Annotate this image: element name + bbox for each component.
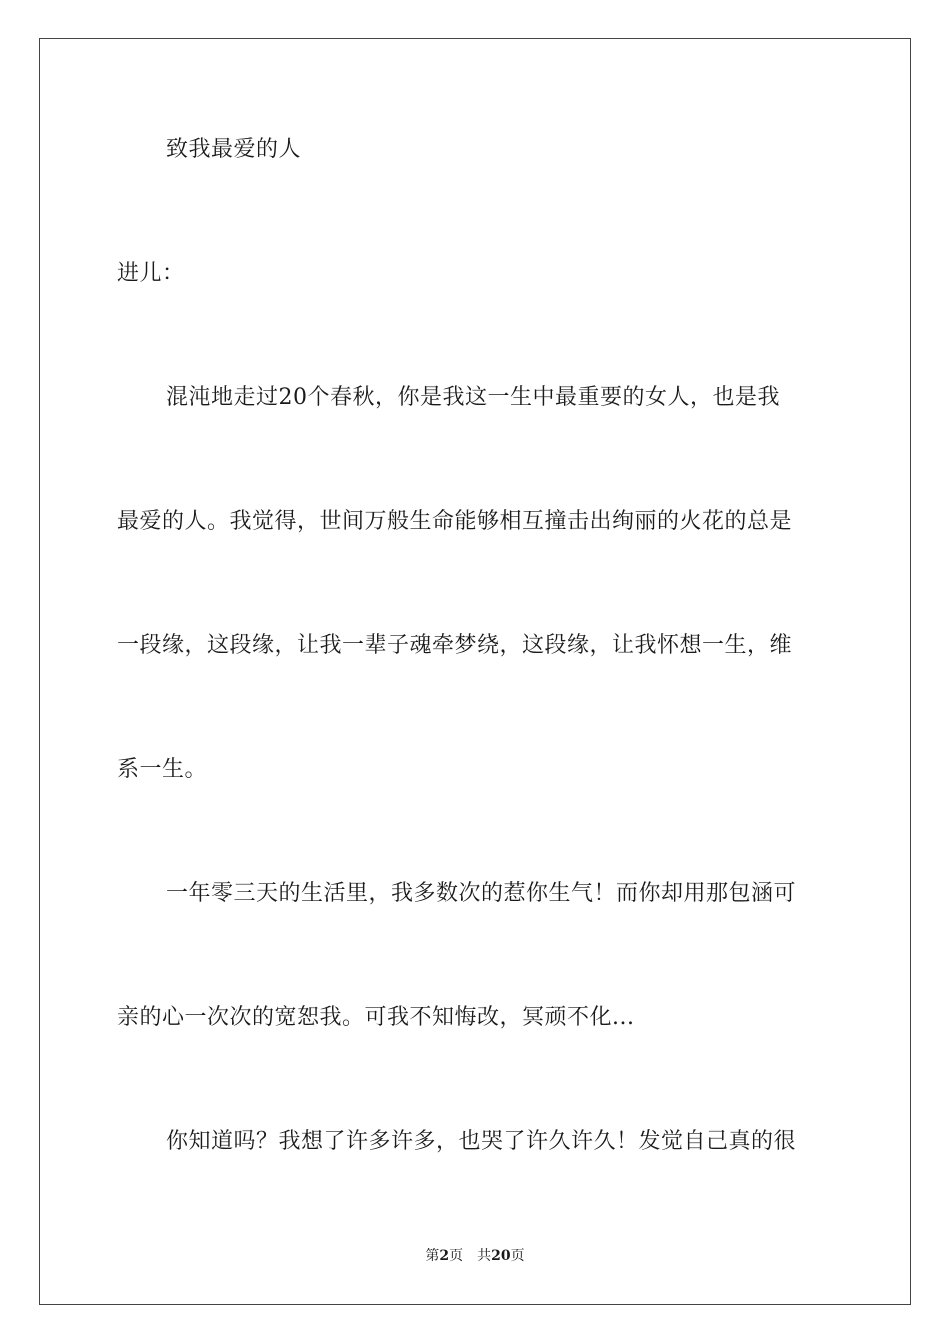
paragraph-line: 亲的心一次次的宽恕我。可我不知悔改，冥顽不化... (117, 1005, 635, 1030)
page-number: 2 (439, 1248, 450, 1264)
paragraph-line: 一段缘，这段缘，让我一辈子魂牵梦绕，这段缘，让我怀想一生，维 (117, 633, 793, 658)
total-prefix: 共 (477, 1248, 492, 1264)
paragraph-line: 最爱的人。我觉得，世间万般生命能够相互撞击出绚丽的火花的总是 (117, 509, 793, 534)
page-prefix: 第 (425, 1248, 440, 1264)
paragraph-line: 一年零三天的生活里，我多数次的惹你生气！而你却用那包涵可 (166, 881, 797, 906)
paragraph-line: 你知道吗？我想了许多许多，也哭了许久许久！发觉自己真的很 (166, 1129, 797, 1154)
salutation: 进儿： (117, 261, 185, 286)
total-suffix: 页 (510, 1248, 525, 1264)
page-footer (0, 1246, 950, 1266)
paragraph-line: 混沌地走过20个春秋，你是我这一生中最重要的女人，也是我 (166, 385, 780, 410)
total-pages: 20 (491, 1248, 511, 1264)
paragraph-line: 系一生。 (117, 757, 208, 782)
page-suffix: 页 (449, 1248, 464, 1264)
letter-title: 致我最爱的人 (166, 137, 302, 162)
page-frame (39, 38, 911, 1305)
